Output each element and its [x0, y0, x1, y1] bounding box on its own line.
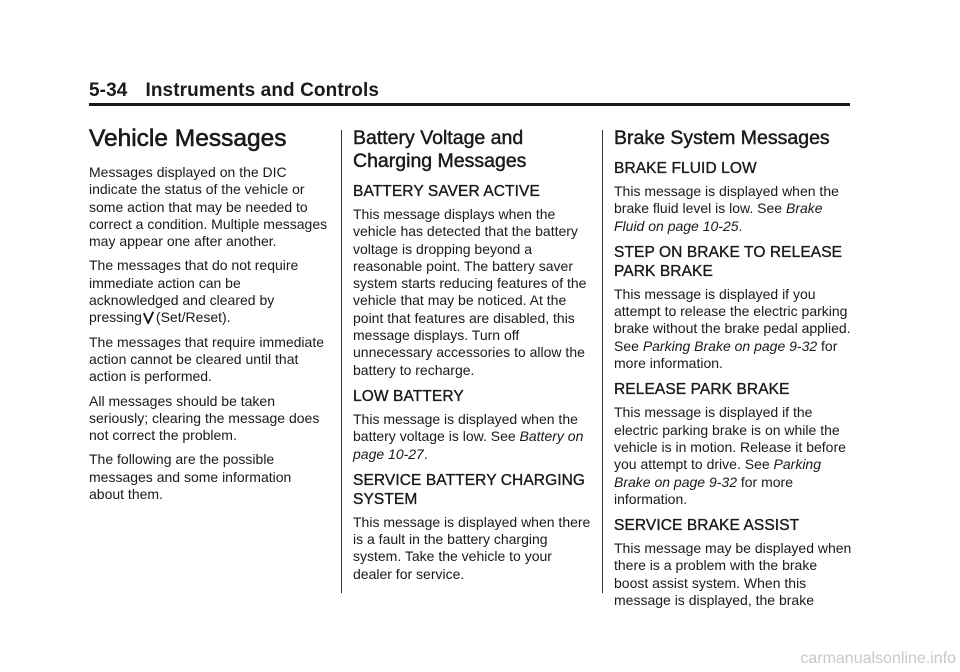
page-header [89, 80, 850, 106]
paragraph-text: This message is displayed when the battery voltage is low. See [353, 410, 578, 445]
paragraph-text: for more information. [614, 337, 838, 372]
column-divider [602, 130, 603, 593]
paragraph: This message is displayed when there is a fault in the battery charging system. Take the vehicle to your dealer for service. [353, 513, 591, 582]
message-heading: LOW BATTERY [353, 387, 464, 405]
paragraph-text: (Set/Reset). [155, 309, 231, 326]
message-heading: STEP ON BRAKE TO RELEASE PARK BRAKE [614, 243, 843, 280]
page-reference: Battery on page 10-27 [353, 428, 584, 462]
check-icon [143, 311, 154, 324]
paragraph: The messages that require immediate action cannot be cleared until that action is performed. [89, 333, 324, 385]
paragraph: All messages should be taken seriously; clearing the message does not correct the problem. [89, 392, 320, 444]
message-heading: SERVICE BRAKE ASSIST [614, 517, 800, 535]
paragraph-text: . [738, 217, 743, 234]
section-title: Brake System Messages [614, 127, 830, 149]
section-title: Battery Voltage and Charging Messages [353, 127, 527, 172]
column-battery-messages [353, 124, 593, 590]
paragraph: This message may be displayed when there is a problem with the brake boost assist system. When this message is displayed, the brake [614, 540, 852, 609]
message-heading: BATTERY SAVER ACTIVE [353, 183, 540, 200]
paragraph [614, 286, 854, 372]
paragraph-text: This message is displayed if you attempt to release the electric parking brake without the brake pedal applied. See [614, 285, 851, 354]
paragraph [614, 183, 854, 235]
paragraph: The following are the possible messages and some information about them. [89, 451, 292, 503]
paragraph [353, 411, 593, 463]
paragraph-text: . [423, 445, 428, 462]
paragraph-text: This message is displayed if the electric parking brake is on while the vehicle is in motion. Release it before you attempt to drive. See [614, 404, 846, 473]
message-heading: RELEASE PARK BRAKE [614, 381, 790, 399]
page-number: 5-34 [89, 80, 128, 101]
paragraph: Messages displayed on the DIC indicate the status of the vehicle or some action that may be needed to correct a condition. Multiple messages may appear one after another. [89, 164, 328, 250]
section-title: Vehicle Messages [89, 125, 287, 152]
column-divider [341, 130, 342, 593]
paragraph [89, 257, 329, 326]
column-brake-messages [614, 124, 854, 616]
column-vehicle-messages [89, 124, 329, 510]
chapter-title: Instruments and Controls [145, 80, 380, 101]
message-heading: SERVICE BATTERY CHARGING SYSTEM [353, 471, 586, 508]
message-heading: BRAKE FLUID LOW [614, 160, 757, 177]
header-text [89, 80, 850, 102]
paragraph: This message displays when the vehicle has detected that the battery voltage is dropping beyond a reasonable point. The battery saver system starts reducing features of the vehicle that may be noticed. At the point that features are disabled, this message displays. Turn off unnecessary accessories to allow the battery to recharge. [353, 206, 587, 378]
paragraph [614, 404, 854, 508]
page-reference: Brake Fluid on page 10-25 [614, 200, 823, 234]
watermark: carmanualsonline.info [800, 650, 956, 667]
page-reference: Parking Brake on page 9-32 [642, 337, 818, 354]
paragraph-text: This message is displayed when the brake fluid level is low. See [614, 183, 839, 217]
header-rule [89, 103, 850, 106]
page-reference: Parking Brake on page 9-32 [614, 456, 821, 490]
paragraph-text: The messages that do not require immediate action can be acknowledged and cleared by pressing [89, 257, 299, 326]
paragraph-text: for more information. [614, 473, 793, 507]
